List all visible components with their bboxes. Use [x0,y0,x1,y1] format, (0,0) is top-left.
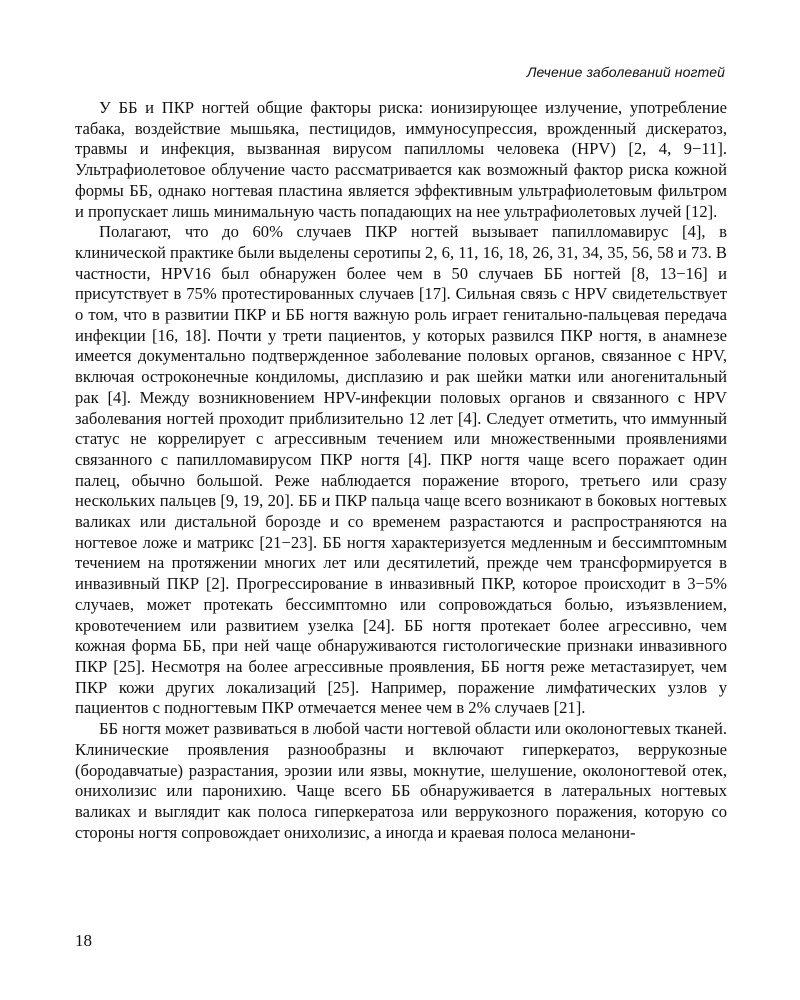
body-text [75,98,727,843]
paragraph-3: ББ ногтя может развиваться в любой части ногтевой области или околоногтевых тканей. Клинические проявления разнообразны и включают гиперкератоз, веррукозные (бородавчатые) разрастания, эрозии или язвы, мокнутие, шелушение, околоногтевой отек, онихолизис или паронихию. Чаще всего ББ обнаруживается в латеральных ногтевых валиках и выглядит как полоса гиперкератоза или веррукозного поражения, которую со стороны ногтя сопровождает онихолизис, а иногда и краевая полоса меланони- [75,719,727,842]
paragraph-2: Полагают, что до 60% случаев ПКР ногтей вызывает папилломавирус [4], в клинической практике были выделены серотипы 2, 6, 11, 16, 18, 26, 31, 34, 35, 56, 58 и 73. В частности, HPV16 был обнаружен более чем в 50 случаев ББ ногтей [8, 13−16] и присутствует в 75% протестированных случаев [17]. Сильная связь с HPV свидетельствует о том, что в развитии ПКР и ББ ногтя важную роль играет генитально-пальцевая передача инфекции [16, 18]. Почти у трети пациентов, у которых развился ПКР ногтя, в анамнезе имеется документально подтвержденное заболевание половых органов, связанное с HPV, включая остроконечные кондиломы, дисплазию и рак шейки матки или аногенитальный рак [4]. Между возникновением HPV-инфекции половых органов и связанного с HPV заболевания ногтей проходит приблизительно 12 лет [4]. Следует отметить, что иммунный статус не коррелирует с агрессивным течением или множественными проявлениями связанного с папилломавирусом ПКР ногтя [4]. ПКР ногтя чаще всего поражает один палец, обычно большой. Реже наблюдается поражение второго, третьего или сразу нескольких пальцев [9, 19, 20]. ББ и ПКР пальца чаще всего возникают в боковых ногтевых валиках или дистальной борозде и со временем разрастаются и распространяются на ногтевое ложе и матрикс [21−23]. ББ ногтя характеризуется медленным и бессимптомным течением на протяжении многих лет или десятилетий, прежде чем трансформируется в инвазивный ПКР [2]. Прогрессирование в инвазивный ПКР, которое происходит в 3−5% случаев, может протекать бессимптомно или сопровождаться болью, изъязвлением, кровотечением или развитием узелка [24]. ББ ногтя протекает более агрессивно, чем кожная форма ББ, при ней чаще обнаруживаются гистологические признаки инвазивного ПКР [25]. Несмотря на более агрессивные проявления, ББ ногтя реже метастазирует, чем ПКР кожи других локализаций [25]. Например, поражение лимфатических узлов у пациентов с подногтевым ПКР отмечается менее чем в 2% случаев [21]. [75,222,727,718]
paragraph-1: У ББ и ПКР ногтей общие факторы риска: ионизирующее излучение, употребление табака, воздействие мышьяка, пестицидов, иммуносупрессия, врожденный дискератоз, травмы и инфекция, вызванная вирусом папилломы человека (HPV) [2, 4, 9−11]. Ультрафиолетовое облучение часто рассматривается как возможный фактор риска кожной формы ББ, однако ногтевая пластина является эффективным ультрафиолетовым фильтром и пропускает лишь минимальную часть попадающих на нее ультрафиолетовых лучей [12]. [75,98,727,221]
page-number: 18 [75,931,92,950]
running-header: Лечение заболеваний ногтей [526,64,725,80]
